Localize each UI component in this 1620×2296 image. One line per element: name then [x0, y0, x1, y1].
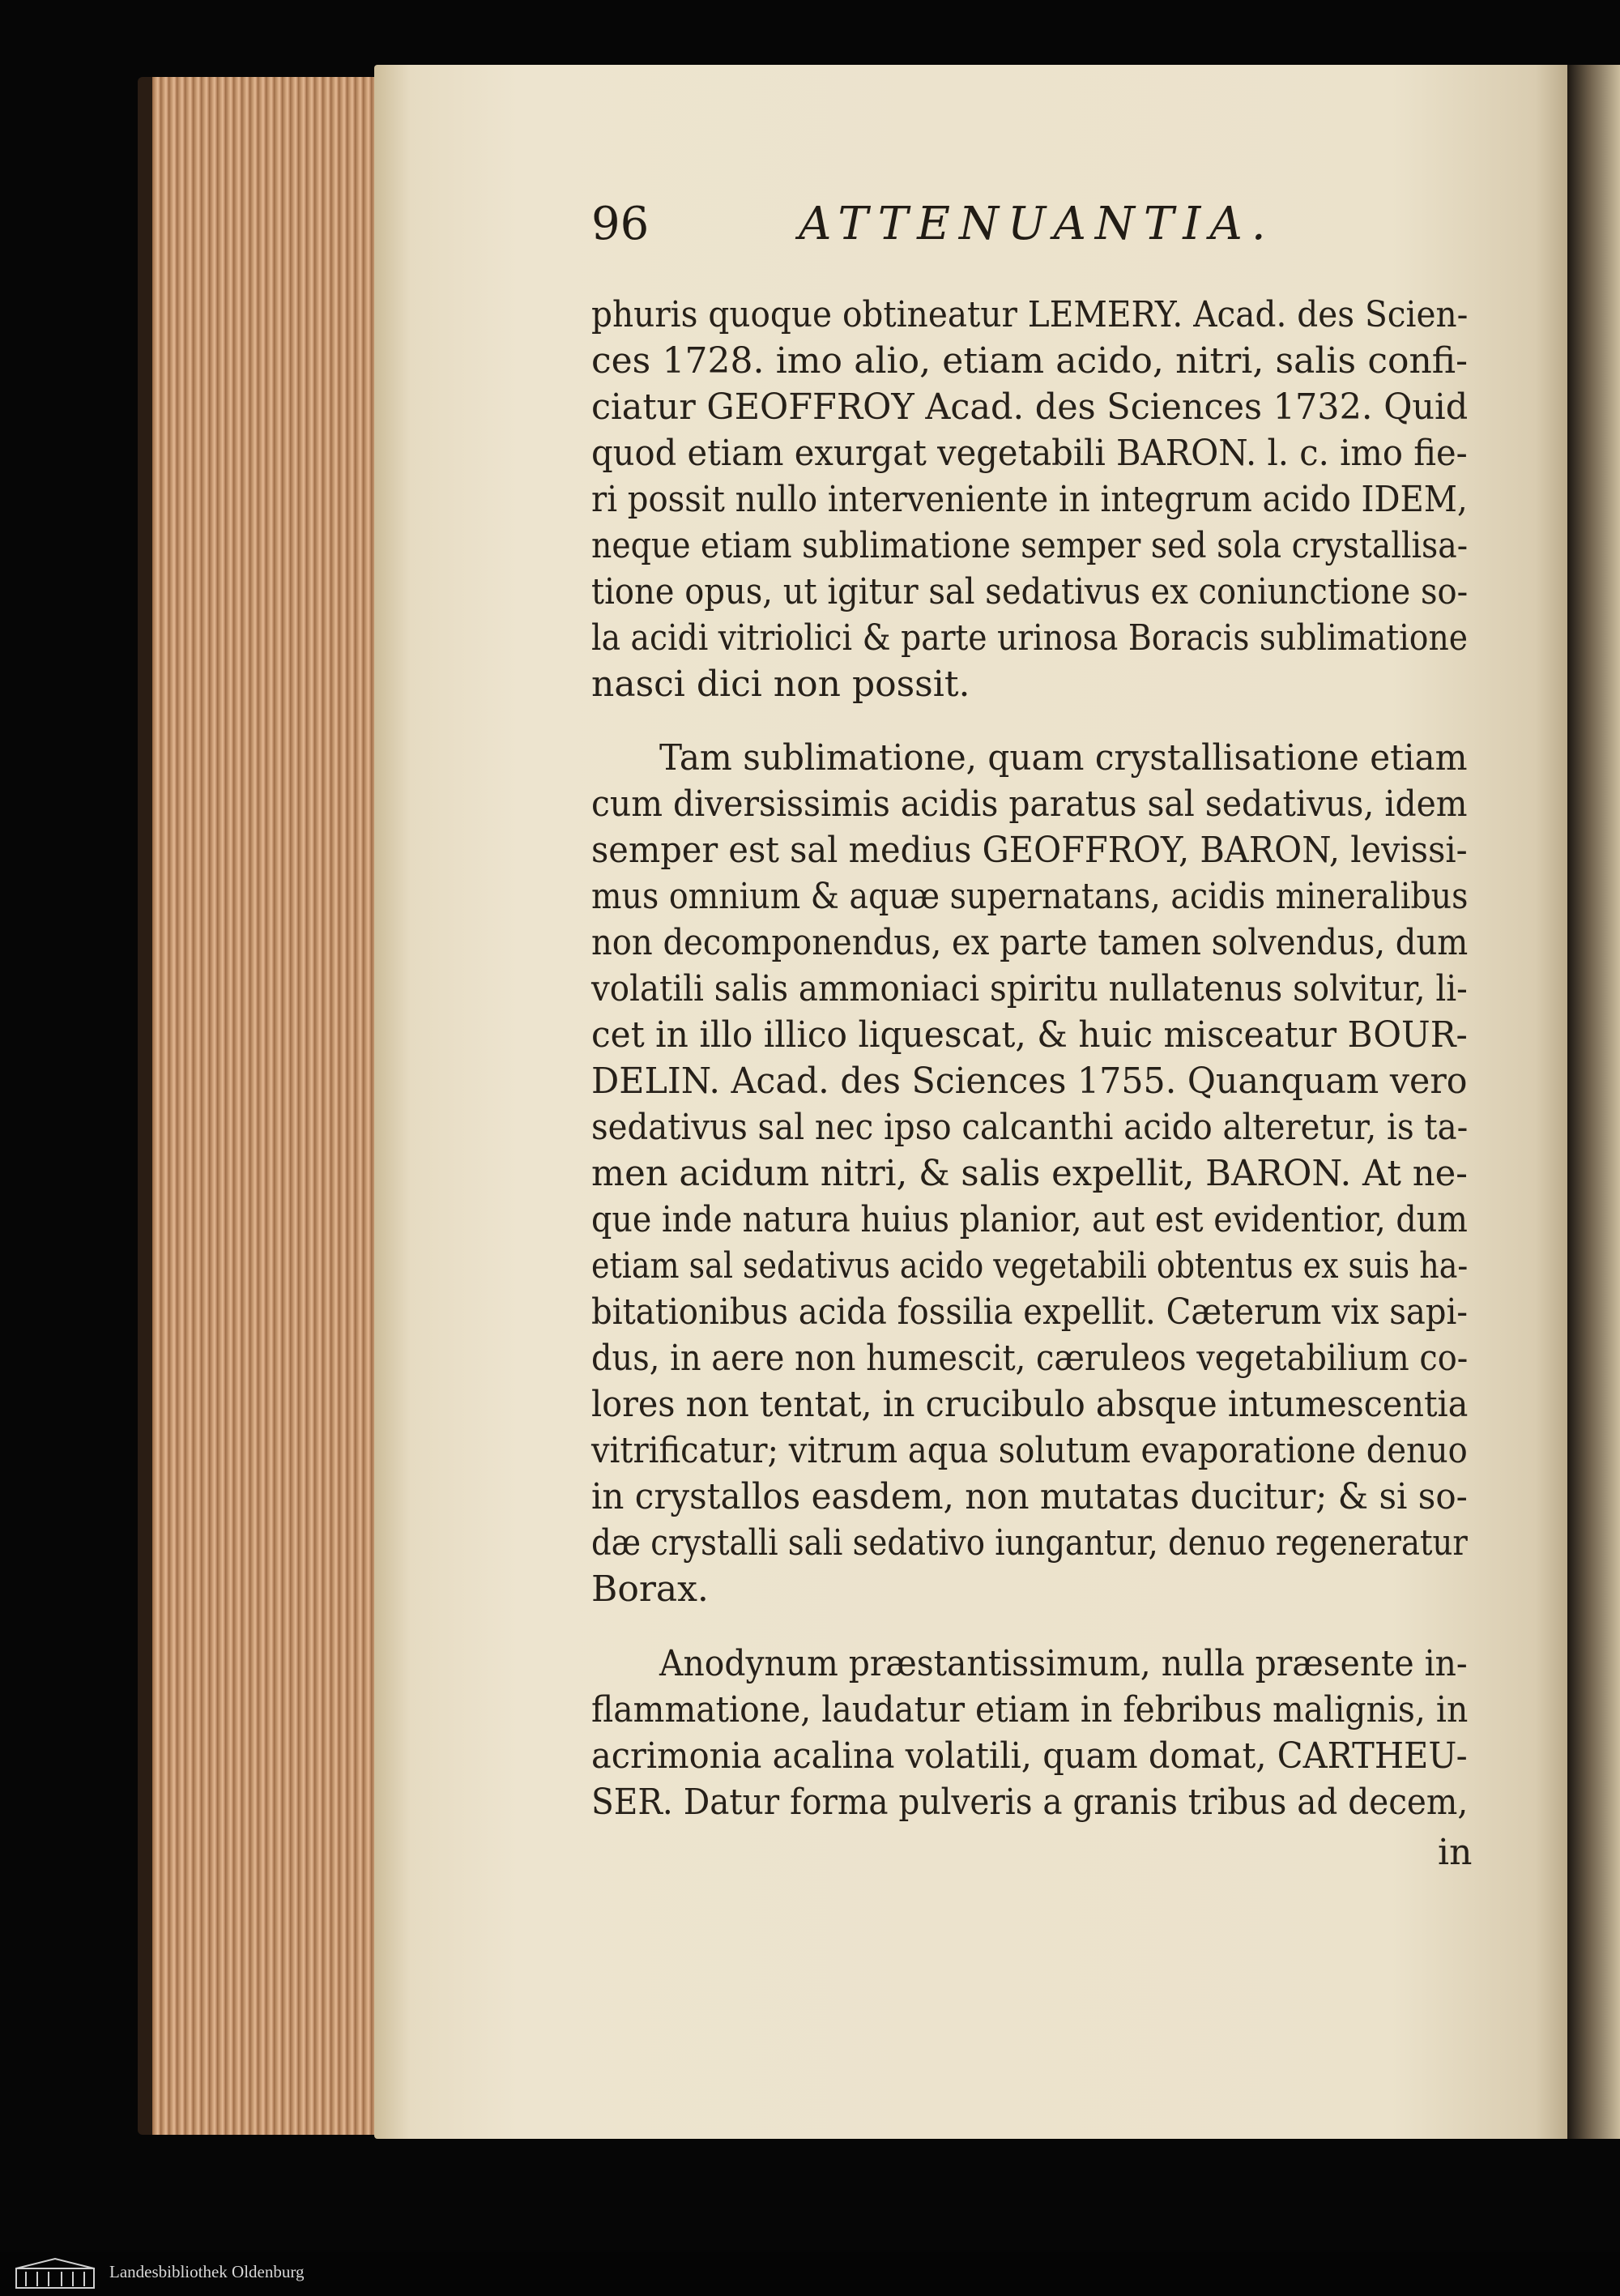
catchword: in: [1438, 1832, 1473, 1873]
text-line: in crystallos easdem, non mutatas ducitur; & si so-: [591, 1476, 1468, 1517]
paragraph-first-line: Anodynum præstantissimum, nulla præsente in-: [659, 1643, 1468, 1684]
text-line: DELIN. Acad. des Sciences 1755. Quanquam vero: [591, 1061, 1468, 1102]
library-name[interactable]: Landesbibliothek Oldenburg: [109, 2262, 305, 2281]
text-line: SER. Datur forma pulveris a granis tribus ad decem,: [591, 1782, 1469, 1823]
book-gutter: [1567, 65, 1620, 2139]
text-line: dæ crystalli sali sedativo iungantur, denuo regeneratur: [591, 1522, 1468, 1564]
page-header: [591, 198, 1468, 250]
text-line: lores non tentat, in crucibulo absque intumescentia: [591, 1384, 1469, 1425]
book-page-edges: [138, 77, 403, 2135]
text-line: ri possit nullo interveniente in integrum acido IDEM,: [591, 479, 1468, 520]
text-line: volatili salis ammoniaci spiritu nullatenus solvitur, li-: [591, 968, 1468, 1009]
text-line: tione opus, ut igitur sal sedativus ex coniunctione so-: [591, 571, 1469, 612]
text-line: ces 1728. imo alio, etiam acido, nitri, salis confi-: [591, 340, 1468, 382]
text-line: phuris quoque obtineatur LEMERY. Acad. des Scien-: [591, 294, 1469, 335]
text-line: vitrificatur; vitrum aqua solutum evaporatione denuo: [591, 1430, 1468, 1471]
text-line: men acidum nitri, & salis expellit, BARON. At ne-: [591, 1153, 1468, 1194]
text-line: mus omnium & aquæ supernatans, acidis mineralibus: [591, 876, 1469, 917]
text-line: quod etiam exurgat vegetabili BARON. l. c. imo fie-: [591, 433, 1468, 474]
text-line: cet in illo illico liquescat, & huic misceatur BOUR-: [591, 1014, 1468, 1056]
text-line: cum diversissimis acidis paratus sal sedativus, idem: [591, 783, 1468, 825]
library-building-icon: [15, 2257, 96, 2290]
text-line: acrimonia acalina volatili, quam domat, CARTHEU-: [591, 1735, 1468, 1777]
text-line: semper est sal medius GEOFFROY, BARON, levissi-: [591, 830, 1468, 871]
text-line: dus, in aere non humescit, cæruleos vegetabilium co-: [591, 1338, 1469, 1379]
text-line: flammatione, laudatur etiam in febribus malignis, in: [591, 1689, 1469, 1731]
text-line: Borax.: [591, 1568, 709, 1610]
text-line: neque etiam sublimatione semper sed sola crystallisa-: [591, 525, 1469, 566]
text-line: non decomponendus, ex parte tamen solvendus, dum: [591, 922, 1469, 963]
paragraph-first-line: Tam sublimatione, quam crystallisatione etiam: [659, 737, 1468, 779]
text-line: sedativus sal nec ipso calcanthi acido alteretur, is ta-: [591, 1107, 1469, 1148]
text-line: bitationibus acida fossilia expellit. Cæterum vix sapi-: [591, 1291, 1468, 1333]
text-line: ciatur GEOFFROY Acad. des Sciences 1732. Quid: [591, 386, 1469, 428]
text-line: que inde natura huius planior, aut est evidentior, dum: [591, 1199, 1468, 1240]
text-line: la acidi vitriolici & parte urinosa Boracis sublimatione: [591, 617, 1469, 659]
text-line: nasci dici non possit.: [591, 664, 970, 705]
text-line: etiam sal sedativus acido vegetabili obtentus ex suis ha-: [591, 1245, 1469, 1287]
page-number: 96: [591, 198, 650, 250]
running-title: ATTENUANTIA.: [799, 198, 1275, 250]
